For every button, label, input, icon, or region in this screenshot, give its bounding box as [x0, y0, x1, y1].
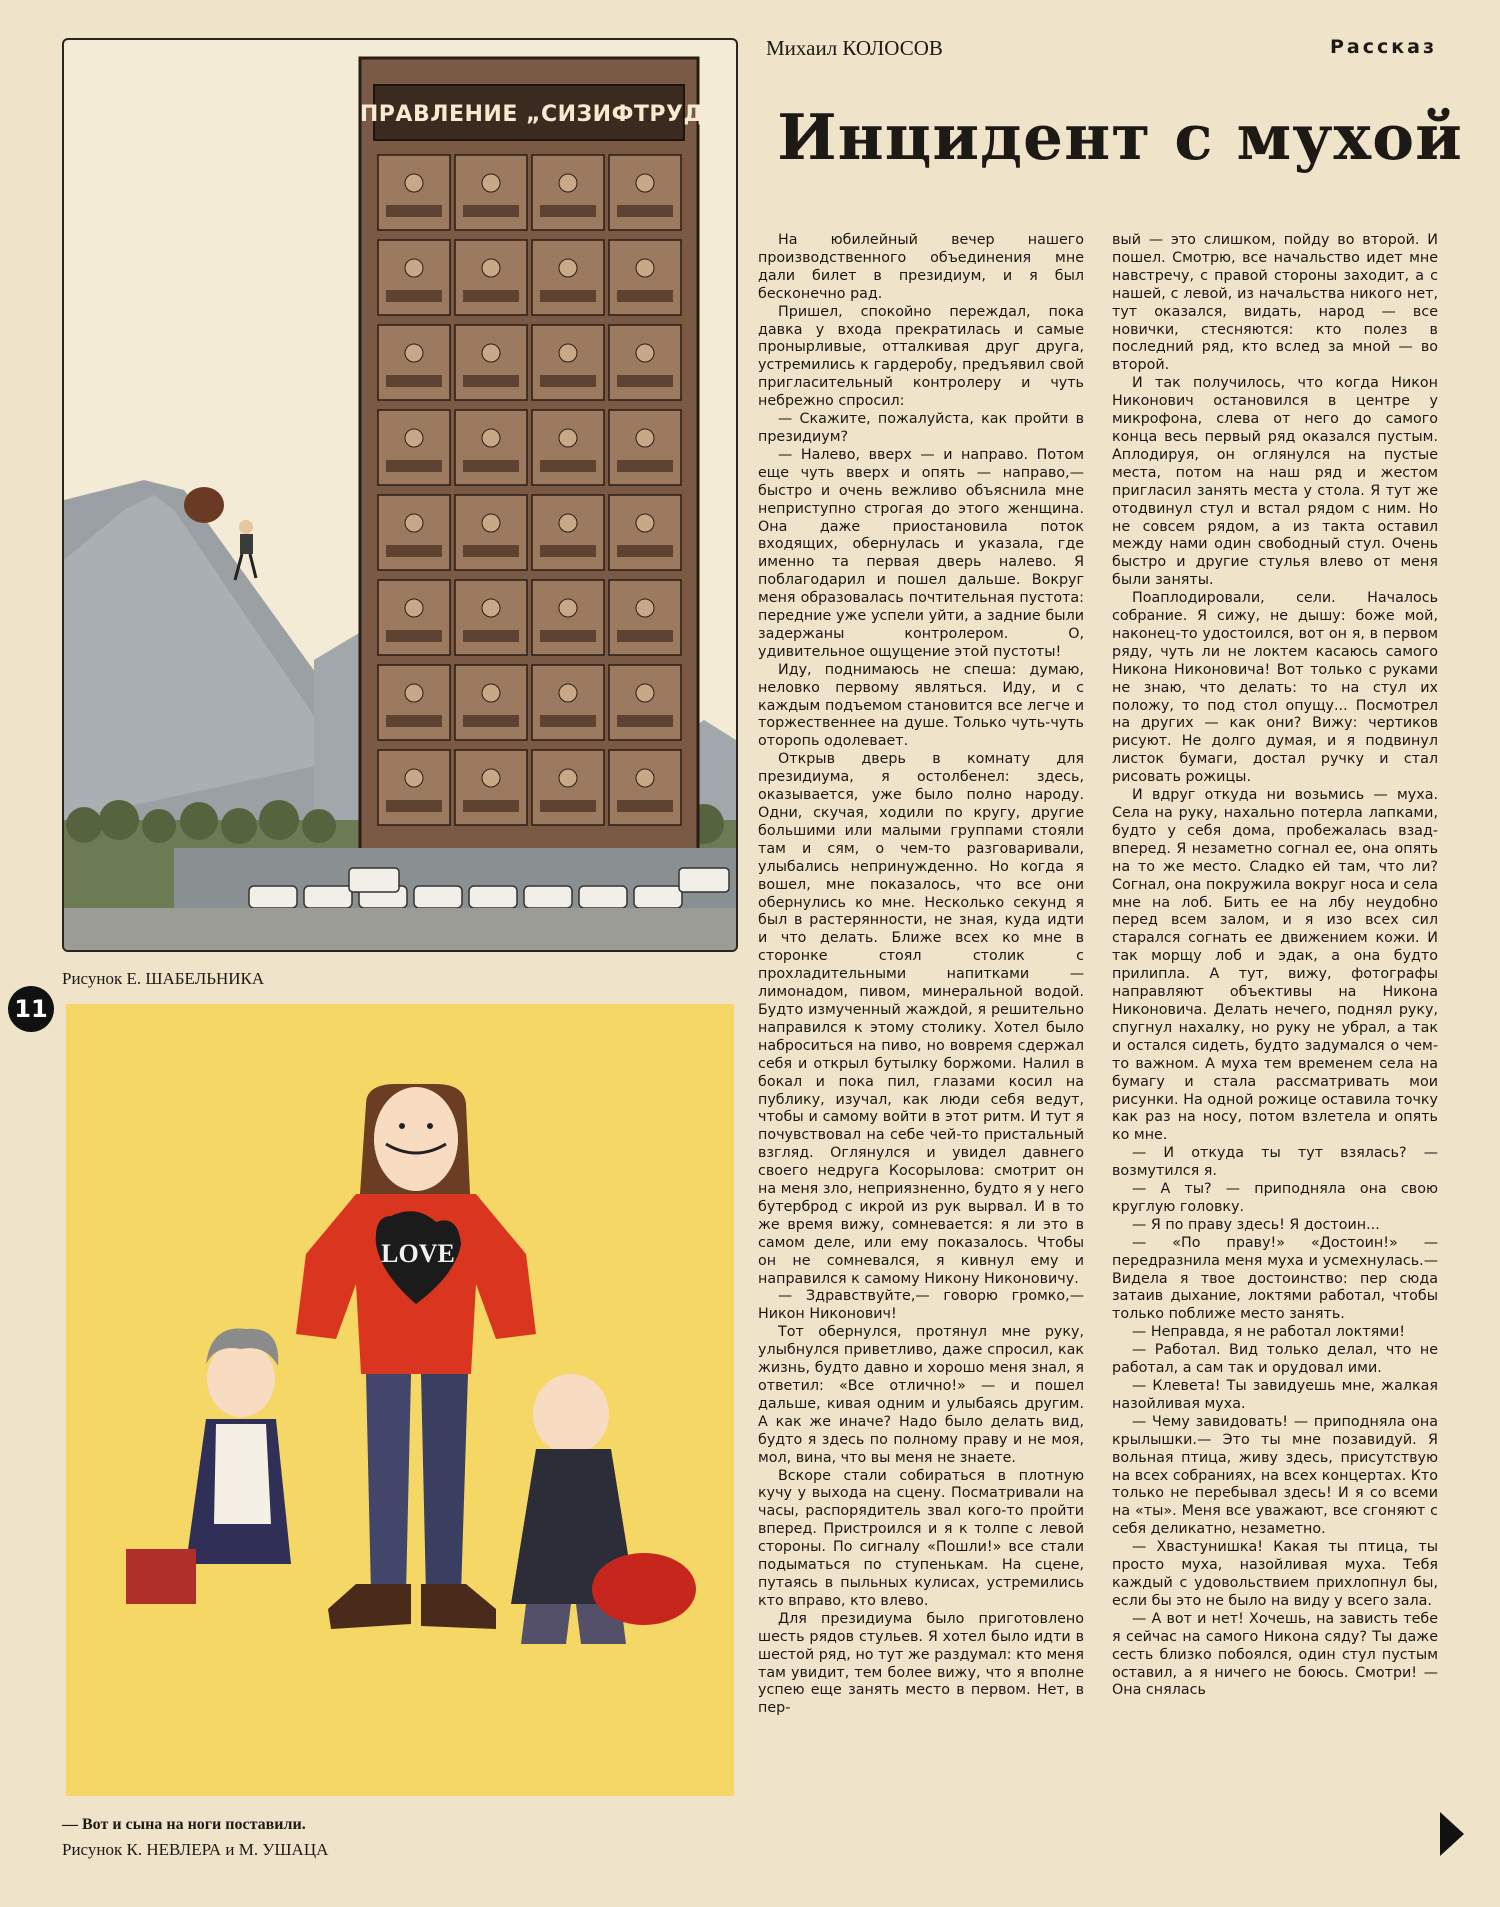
- clerk-figure: [482, 344, 500, 362]
- article-column-2: [1112, 232, 1438, 1700]
- vacuum-cleaner: [592, 1553, 696, 1625]
- paragraph: — Я по праву здесь! Я достоин...: [1132, 1216, 1380, 1233]
- clerk-figure: [405, 599, 423, 617]
- clerk-figure: [482, 769, 500, 787]
- paragraph: — Хвастунишка! Какая ты птица, ты просто муха, назойливая муха. Тебя каждый с удовольствием прихлопнул бы, если бы это не было на виду у всего зала.: [1112, 1539, 1438, 1609]
- clerk-desk: [463, 460, 519, 472]
- clerk-desk: [386, 205, 442, 217]
- family-cartoon: [66, 1004, 734, 1796]
- clerk-figure: [636, 344, 654, 362]
- illustration-caption: — Вот и сына на ноги поставили.: [62, 1816, 306, 1833]
- clerk-desk: [617, 205, 673, 217]
- clerk-desk: [617, 630, 673, 642]
- clerk-figure: [482, 259, 500, 277]
- clerk-figure: [559, 174, 577, 192]
- sisyphus-cartoon: [64, 40, 736, 950]
- clerk-desk: [463, 715, 519, 727]
- clerk-desk: [463, 545, 519, 557]
- paragraph: Пришел, спокойно переждал, пока давка у входа прекратилась и самые пронырливые, отталкивая друг друга, устремились к гардеробу, предъявил свой пригласительный контролеру и чуть небрежно спросил:: [758, 303, 1084, 410]
- clerk-desk: [386, 800, 442, 812]
- paragraph: — Неправда, я не работал локтями!: [1132, 1324, 1405, 1341]
- clerk-desk: [617, 290, 673, 302]
- clerk-figure: [559, 684, 577, 702]
- paragraph: На юбилейный вечер нашего производственного объединения мне дали билет в президиум, и я был бесконечно рад.: [758, 232, 1084, 302]
- clerk-figure: [559, 514, 577, 532]
- paragraph: Открыв дверь в комнату для президиума, я остолбенел: здесь, оказывается, уже было полно народу. Одни, скучая, ходили по кругу, другие большими или малыми группами стояли там и сям, о чем-то разговаривали, улыбались непринужденно. Но когда я вошел, мне показалось, что все они обернулись ко мне. Несколько секунд я был в растерянности, не зная, куда идти и что делать. Ближе всех ко мне в сторонке стоял столик с прохладительными напитками — лимонадом, пивом, минеральной водой. Будто измученный жаждой, я решительно направился к этому столику. Хотел было наброситься на пиво, но вовремя сдержал себя и открыл бутылку боржоми. Налил в бокал и пока пил, глазами косил на публику, изучал, как люди себя ведут, чтобы и самому войти в этот ритм. И тут я почувствовал на себе чей-то пристальный взгляд. Оглянулся и увидел давнего своего недруга Косорылова: смотрит он на меня зло, неприязненно, будто я у него бутерброд с икрой из рук вырвал. И в то же время вижу, сомневается: я ли это в самом деле, или ему показалось. Чтобы он не сомневался, я кивнул ему и направился к самому Никону Никоновичу.: [758, 751, 1084, 1287]
- author-name: Михаил КОЛОСОВ: [766, 36, 943, 60]
- mother-figure: [126, 1328, 291, 1604]
- clerk-desk: [617, 545, 673, 557]
- clerk-desk: [617, 375, 673, 387]
- clerk-figure: [482, 174, 500, 192]
- clerk-figure: [405, 429, 423, 447]
- clerk-desk: [463, 290, 519, 302]
- clerk-figure: [636, 429, 654, 447]
- clerk-figure: [559, 599, 577, 617]
- clerk-desk: [463, 375, 519, 387]
- paragraph: — Работал. Вид только делал, что не работал, а сам так и орудовал ими.: [1112, 1342, 1438, 1377]
- clerk-figure: [559, 344, 577, 362]
- paragraph: Вскоре стали собираться в плотную кучу у выхода на сцену. Посматривали на часы, распорядитель звал кого-то пройти вперед. Пристроился и я к толпе с левой стороны. По сигналу «Пошли!» все стали подыматься по ступенькам. На сцене, путаясь в пыльных кулисах, устремились кто вправо, кто влево.: [758, 1467, 1084, 1609]
- paragraph: — «По праву!» «Достоин!» — передразнила меня муха и усмехнулась.— Видела я твое достоинство: пер сюда затаив дыхание, локтями работал, чтобы только поближе место занять.: [1112, 1234, 1438, 1323]
- clerk-desk: [386, 630, 442, 642]
- clerk-desk: [540, 545, 596, 557]
- clerk-figure: [559, 769, 577, 787]
- clerk-desk: [540, 715, 596, 727]
- clerk-desk: [617, 800, 673, 812]
- father-figure: [511, 1374, 696, 1644]
- paragraph: — А вот и нет! Хочешь, на зависть тебе я сейчас на самого Никона сяду? Ты даже сесть близко побоялся, один стул пустым оставил, а я ничего не боюсь. Смотри! — Она снялась: [1112, 1610, 1438, 1699]
- illustration-credit-top: Рисунок Е. ШАБЕЛЬНИКА: [62, 969, 265, 988]
- clerk-figure: [482, 684, 500, 702]
- clerk-figure: [636, 259, 654, 277]
- clerk-desk: [540, 290, 596, 302]
- clerk-figure: [405, 684, 423, 702]
- article-column-1: [758, 232, 1084, 1718]
- clerk-desk: [386, 375, 442, 387]
- paragraph: вый — это слишком, пойду во второй. И пошел. Смотрю, все начальство идет мне навстречу, с правой стороны заходит, а с нашей, с левой, из начальства никого нет, тут оказался, видать, народ — все новички, стесняются: кто полез в последний ряд, кто вслед за мной — во второй.: [1112, 232, 1438, 374]
- clerk-figure: [482, 429, 500, 447]
- paragraph: — И откуда ты тут взялась? — возмутился я.: [1112, 1145, 1438, 1180]
- clerk-figure: [405, 769, 423, 787]
- clerk-desk: [540, 630, 596, 642]
- story-title: Инцидент с мухой: [777, 100, 1463, 174]
- illustration-credit-bottom: Рисунок К. НЕВЛЕРА и М. УШАЦА: [62, 1840, 329, 1859]
- clerk-figure: [482, 599, 500, 617]
- paragraph: Для президиума было приготовлено шесть рядов стульев. Я хотел было идти в шестой ряд, но тут же раздумал: кто меня там увидит, тем более вижу, что я вполне успею еще занять место в первом. Нет, в пер-: [758, 1610, 1084, 1717]
- clerk-figure: [636, 684, 654, 702]
- paragraph: Поаплодировали, сели. Началось собрание. Я сижу, не дышу: боже мой, наконец-то удостоился, вот он я, в первом ряду, чуть ли не локтем касаюсь самого Никона Никоновича! Вот только с руками не знаю, что делать: то на стул их положу, то под стол опущу... Посмотрел на других — как они? Вижу: чертиков рисуют. Не долго думая, и я подвинул листок бумаги, достал ручку и стал рисовать рожицы.: [1112, 590, 1438, 786]
- clerk-figure: [405, 174, 423, 192]
- clerk-desk: [617, 715, 673, 727]
- sisyphus-figure: [239, 520, 253, 534]
- sweater-text: LOVE: [381, 1239, 455, 1268]
- clerk-figure: [482, 514, 500, 532]
- continue-arrow-icon[interactable]: [1440, 1812, 1464, 1856]
- clerk-desk: [463, 800, 519, 812]
- paragraph: — Налево, вверх — и направо. Потом еще чуть вверх и опять — направо,— быстро и очень вежливо объяснила мне неприступно строгая до этого женщина. Она даже приостановила поток входящих, обернулась и указала, где именно та первая дверь налево. Я поблагодарил и пошел дальше. Вокруг меня образовалась почтительная пустота: передние уже успели уйти, а задние были задержаны контролером. О, удивительное ощущение этой пустоты!: [758, 446, 1084, 660]
- clerk-desk: [386, 545, 442, 557]
- rubric-label: Рассказ: [1330, 36, 1438, 58]
- clerk-figure: [405, 514, 423, 532]
- clerk-desk: [540, 375, 596, 387]
- paragraph: И так получилось, что когда Никон Никонович остановился в центре у микрофона, слева от него до самого конца весь первый ряд оказался пустым. Аплодируя, он оглянулся на пустые места, потом на наш ряд и жестом пригласил занять места у стола. Я тут же отодвинул стул и встал рядом с ним. Но не совсем рядом, а из такта оставил между нами один свободный стул. Очень быстро и другие стулья влево от меня были заняты.: [1112, 375, 1438, 589]
- building-sign-text: УПРАВЛЕНИЕ „СИЗИФТРУД": [342, 102, 716, 127]
- clerk-desk: [386, 715, 442, 727]
- paragraph: — А ты? — приподняла она свою круглую головку.: [1112, 1181, 1438, 1215]
- clerk-figure: [636, 174, 654, 192]
- paragraph: Тот обернулся, протянул мне руку, улыбнулся приветливо, даже спросил, как жизнь, будто давно и хорошо меня знал, я ответил: «Все отлично!» — и пошел дальше, кивая одним и улыбаясь другим. А как же иначе? Надо было делать вид, будто я здесь по полному праву и не моя, мол, вина, что вы меня не знаете.: [758, 1324, 1084, 1466]
- shopping-bag: [126, 1549, 196, 1604]
- paragraph: Иду, поднимаюсь не спеша: думаю, неловко первому являться. Иду, и с каждым подъемом становится все легче и торжественнее на душе. Только чуть-чуть оторопь одолевает.: [758, 661, 1084, 750]
- clerk-desk: [463, 630, 519, 642]
- clerk-desk: [386, 290, 442, 302]
- bottom-illustration: [66, 1004, 734, 1796]
- clerk-desk: [386, 460, 442, 472]
- paragraph: — Клевета! Ты завидуешь мне, жалкая назойливая муха.: [1112, 1378, 1438, 1412]
- clerk-desk: [540, 460, 596, 472]
- top-illustration: [62, 38, 738, 952]
- boulder: [184, 487, 224, 523]
- clerk-figure: [636, 769, 654, 787]
- page-number-badge: 11: [8, 986, 54, 1032]
- clerk-figure: [559, 429, 577, 447]
- paragraph: — Чему завидовать! — приподняла она крылышки.— Это ты мне позавидуй. Я вольная птица, живу здесь, присутствую на всех собраниях, на всех концертах. Кто только не перебывал здесь! И я со всеми на «ты». Меня все уважают, все сгоняют с себя деликатно, незаметно.: [1112, 1413, 1438, 1538]
- paragraph: — Скажите, пожалуйста, как пройти в президиум?: [758, 411, 1084, 445]
- paragraph: — Здравствуйте,— говорю громко,— Никон Никонович!: [758, 1288, 1084, 1323]
- clerk-figure: [636, 514, 654, 532]
- clerk-figure: [559, 259, 577, 277]
- clerk-desk: [540, 800, 596, 812]
- clerk-figure: [405, 344, 423, 362]
- clerk-desk: [540, 205, 596, 217]
- clerk-desk: [617, 460, 673, 472]
- clerk-desk: [463, 205, 519, 217]
- tall-son-figure: [296, 1084, 536, 1629]
- clerk-figure: [405, 259, 423, 277]
- clerk-figure: [636, 599, 654, 617]
- paragraph: И вдруг откуда ни возьмись — муха. Села на руку, нахально потерла лапками, будто у себя дома, пробежалась взад-вперед. Я незаметно согнал ее, она опять на то же место. Сладко ей там, что ли? Согнал, она покружила вокруг носа и села мне на лоб. Бить ее на лбу неудобно перед всем залом, и я изо всех сил старался согнать ее движением кожи. И так морщу лоб и эдак, а она будто прилипла. А тут, вижу, фотографы направляют объективы на Никона Никоновича. Делать нечего, поднял руку, спугнул нахалку, но руку не убрал, а так и остался сидеть, будто задумался о чем-то важном. А муха тем временем села на бумагу и стала рассматривать мои рисунки. На одной рожице оставила точку как раз на носу, потом взлетела и опять ко мне.: [1112, 787, 1438, 1144]
